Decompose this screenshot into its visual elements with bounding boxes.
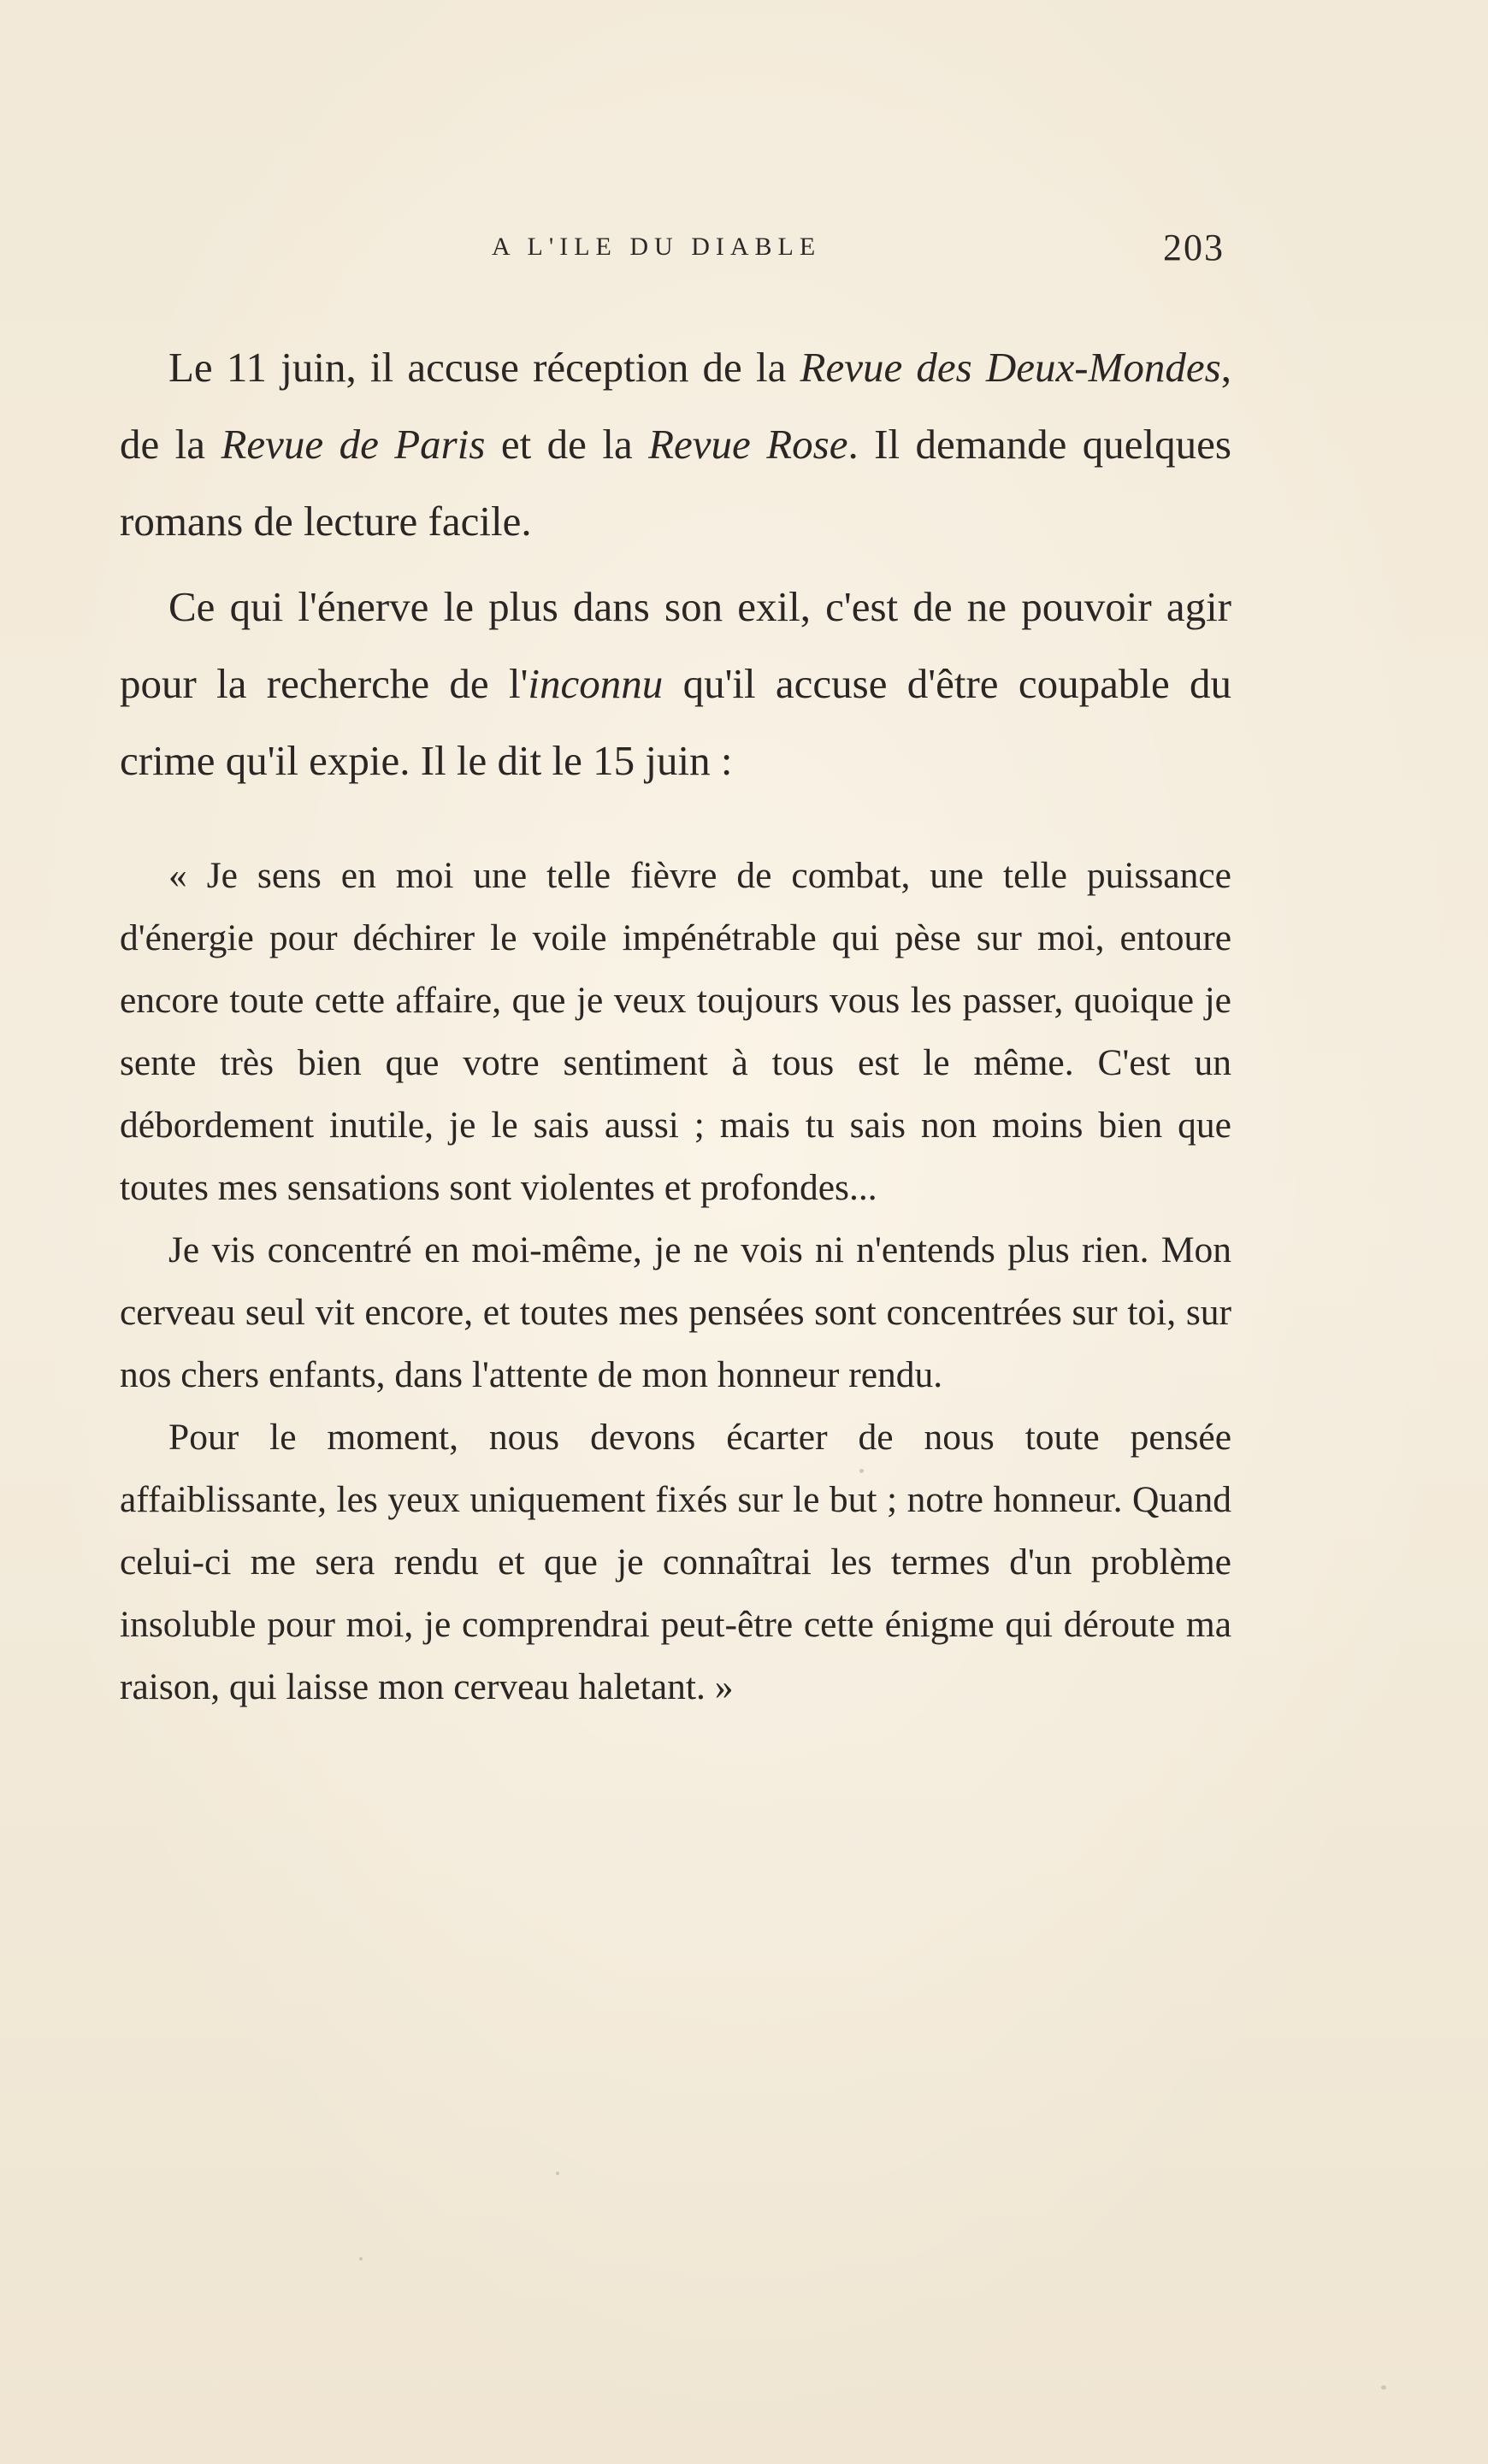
body-text (120, 329, 1231, 1718)
page-header (0, 227, 1488, 284)
paper-speck (556, 2172, 559, 2175)
running-head: A L'ILE DU DIABLE (492, 233, 822, 261)
text-run: Le 11 juin, il accuse réception de la (168, 344, 800, 391)
paragraph-reviews (120, 329, 1231, 560)
italic-word: inconnu (528, 660, 664, 707)
page-number: 203 (1163, 227, 1225, 268)
text-run: . Il demande quelques romans de lecture facile. (120, 421, 1231, 545)
letter-quote (120, 845, 1231, 1718)
paragraph-exile (120, 569, 1231, 799)
paper-speck (1381, 2385, 1386, 2390)
italic-title: Revue Rose (648, 421, 848, 468)
text-run: qu'il accuse d'être coupable du crime qu'il expie. Il le dit le 15 juin : (120, 660, 1231, 784)
italic-title: Revue de Paris (221, 421, 486, 468)
paper-speck (359, 2257, 363, 2261)
text-run: Ce qui l'énerve le plus dans son exil, c'est de ne pouvoir agir pour la recherche de l' (120, 583, 1231, 707)
text-run: , de la (120, 344, 1231, 468)
quote-paragraph-1: « Je sens en moi une telle fièvre de combat, une telle puissance d'énergie pour déchirer le voile impénétrable qui pèse sur moi, entoure encore toute cette affaire, que je veux toujours vous les passer, quoique je sente très bien que votre sentiment à tous est le même. C'est un débordement inutile, je le sais aussi ; mais tu sais non moins bien que toutes mes sensations sont violentes et profondes... (120, 855, 1231, 1208)
italic-title: Revue des Deux-Mondes (800, 344, 1221, 391)
paper-speck (859, 1469, 864, 1473)
quote-paragraph-2: Je vis concentré en moi-même, je ne vois ni n'entends plus rien. Mon cerveau seul vit encore, et toutes mes pensées sont concentrées sur toi, sur nos chers enfants, dans l'attente de mon honneur rendu. (120, 1229, 1231, 1395)
quote-paragraph-3: Pour le moment, nous devons écarter de nous toute pensée affaiblissante, les yeux uniquement fixés sur le but ; notre honneur. Quand celui-ci me sera rendu et que je connaîtrai les termes d'un problème insoluble pour moi, je comprendrai peut-être cette énigme qui déroute ma raison, qui laisse mon cerveau haletant. » (120, 1417, 1231, 1707)
text-run: et de la (485, 421, 649, 468)
